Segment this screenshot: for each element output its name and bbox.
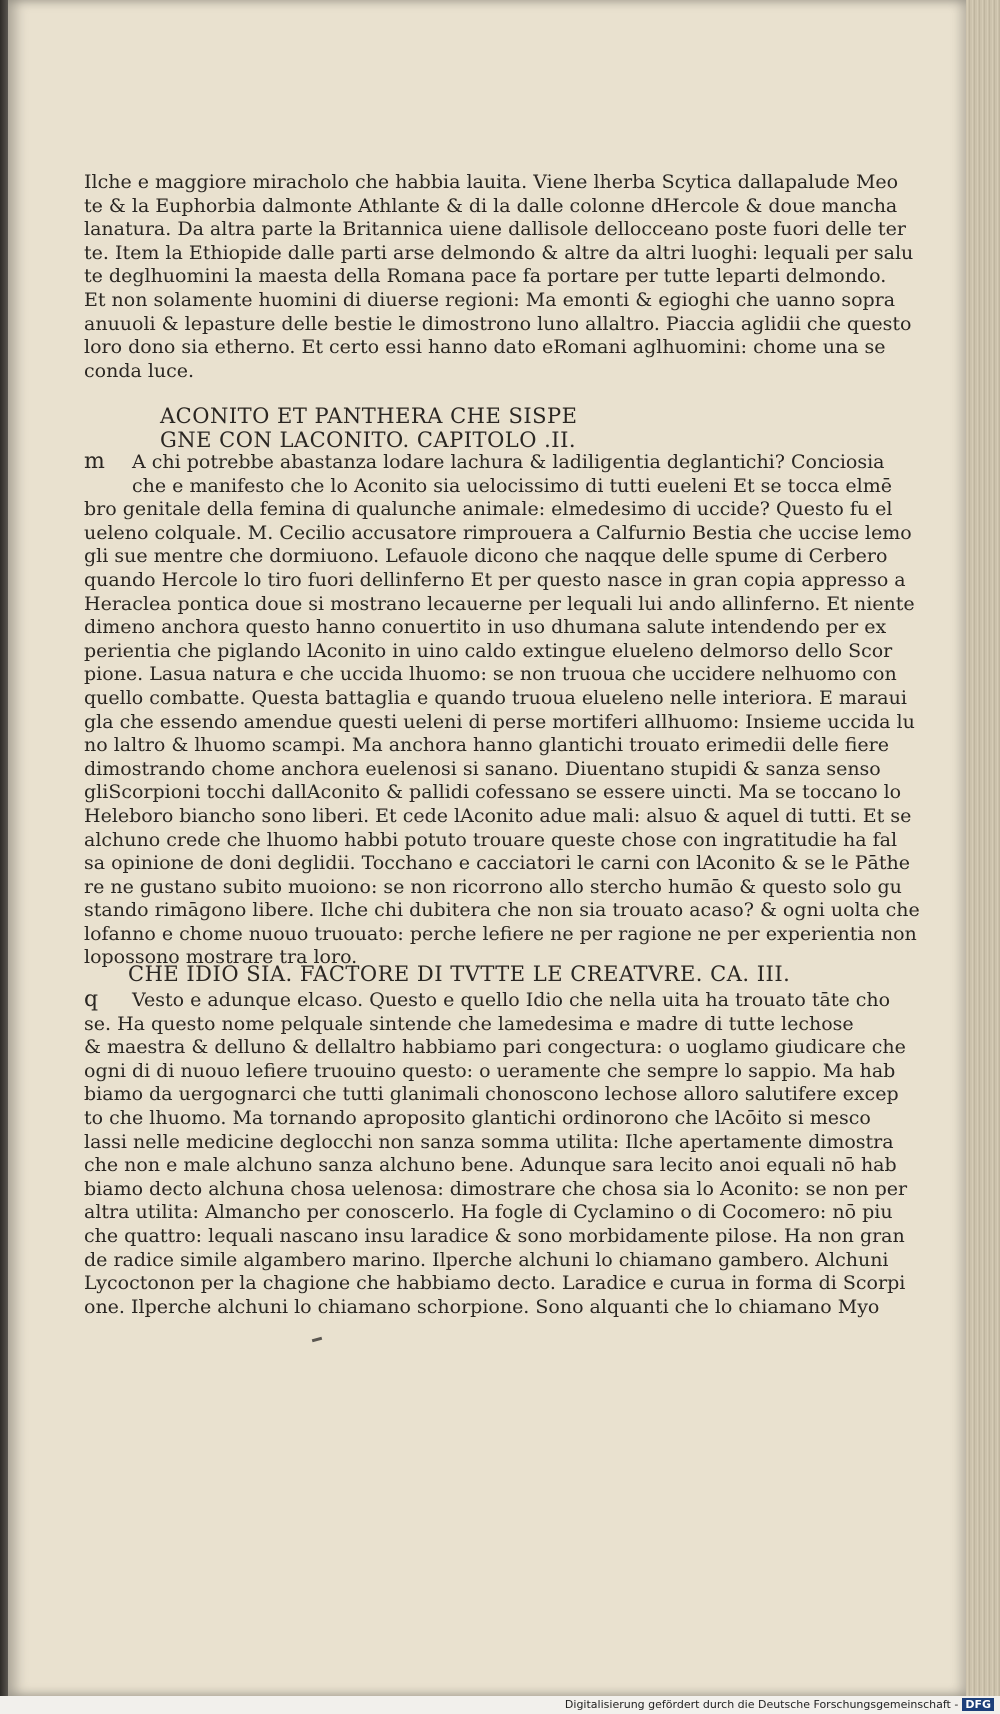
chapter3-heading: CHE IDIO SIA. FACTORE DI TVTTE LE CREATVRE. CA. III. — [128, 962, 791, 986]
text-line: che e manifesto che lo Aconito sia uelocissimo di tutti eueleni Et se tocca elmē — [132, 474, 892, 497]
text-line: gli sue mentre che dormiuono. Lefauole dicono che naqque delle spume di Cerbero — [84, 545, 888, 568]
text-line: to che lhuomo. Ma tornando aproposito glantichi ordinorono che lAcōito si mesco — [84, 1106, 871, 1129]
dfg-logo: DFG — [962, 1698, 994, 1711]
text-line: re ne gustano subito muoiono: se non ricorrono allo stercho humāo & questo solo gu — [84, 875, 902, 898]
text-line: alchuno crede che lhuomo habbi potuto trouare queste chose con ingratitudie ha fal — [84, 828, 898, 851]
text-line: ogni di di nuouo lefiere truouino questo: o ueramente che sempre lo sappio. Ma hab — [84, 1059, 896, 1082]
chapter3-initial: q — [84, 987, 99, 1012]
text-line: se. Ha questo nome pelquale sintende che lamedesima e madre di tutte lechose — [84, 1012, 854, 1035]
text-line: A chi potrebbe abastanza lodare lachura & ladiligentia deglantichi? Conciosia — [132, 451, 885, 473]
text-line: che quattro: lequali nascano insu laradice & sono morbidamente pilose. Ha non gran — [84, 1224, 905, 1247]
chapter2-heading-line2: GNE CON LACONITO. CAPITOLO .II. — [160, 428, 577, 452]
text-line: Ilche e maggiore miracholo che habbia lauita. Viene lherba Scytica dallapalude Meo — [84, 171, 899, 193]
text-line: Lycoctonon per la chagione che habbiamo decto. Laradice e curua in forma di Scorpi — [84, 1272, 906, 1295]
text-line: stando rimāgono libere. Ilche chi dubitera che non sia trouato acaso? & ogni uolta che — [84, 899, 920, 922]
text-line: biamo da uergognarci che tutti glanimali chonoscono lechose alloro salutifere excep — [84, 1083, 899, 1106]
text-line: te & la Euphorbia dalmonte Athlante & di la dalle colonne dHercole & doue mancha — [84, 194, 898, 217]
text-line: quello combatte. Questa battaglia e quando truoua elueleno nelle interiora. E maraui — [84, 686, 907, 709]
text-line: dimeno anchora questo hanno conuertito in uso dhumana salute intendendo per ex — [84, 616, 887, 639]
text-line: altra utilita: Almancho per conoscerlo. Ha fogle di Cyclamino o di Cocomero: nō piu — [84, 1201, 893, 1224]
text-line: & maestra & delluno & dellaltro habbiamo pari congectura: o uoglamo giudicare che — [84, 1036, 906, 1059]
text-line: anuuoli & lepasture delle bestie le dimostrono luno allaltro. Piaccia aglidii che questo — [84, 312, 912, 335]
text-line: pione. Lasua natura e che uccida lhuomo: se non truoua che uccidere nelhuomo con — [84, 663, 897, 686]
text-line: lanatura. Da altra parte la Britannica uiene dallisole dellocceano poste fuori delle ter — [84, 218, 906, 241]
text-line: lopossono mostrare tra loro. — [84, 946, 358, 969]
chapter2-initial: m — [84, 449, 105, 474]
chapter3-paragraph — [84, 989, 908, 1319]
digitization-footer — [0, 1696, 1000, 1714]
text-line: quando Hercole lo tiro fuori dellinferno Et per questo nasce in gran copia appresso a — [84, 568, 906, 591]
text-line: de radice simile algambero marino. Ilperche alchuni lo chiamano gambero. Alchuni — [84, 1248, 889, 1271]
book-spine-shadow — [0, 0, 8, 1714]
text-line: dimostrando chome anchora euelenosi si sanano. Diuentano stupidi & sanza senso — [84, 757, 881, 780]
text-line: Heleboro biancho sono liberi. Et cede lAconito adue mali: alsuo & aquel di tutti. Et se — [84, 804, 912, 827]
chapter2-paragraph — [84, 451, 920, 970]
text-line: te. Item la Ethiopide dalle parti arse delmondo & altre da altri luoghi: lequali per salu — [84, 241, 914, 264]
text-line: conda luce. — [84, 359, 195, 382]
text-line: ueleno colquale. M. Cecilio accusatore rimprouera a Calfurnio Bestia che uccise lemo — [84, 521, 912, 544]
text-line: biamo decto alchuna chosa uelenosa: dimostrare che chosa sia lo Aconito: se non per — [84, 1177, 908, 1200]
text-line: Et non solamente huomini di diuerse regioni: Ma emonti & egioghi che uanno sopra — [84, 288, 896, 311]
page-edges — [966, 0, 1000, 1696]
text-line: one. Ilperche alchuni lo chiamano schorpione. Sono alquanti che lo chiamano Myo — [84, 1295, 880, 1318]
footer-text: Digitalisierung gefördert durch die Deutsche Forschungsgemeinschaft - — [564, 1698, 959, 1711]
text-line: no laltro & lhuomo scampi. Ma anchora hanno glantichi trouato erimedii delle fiere — [84, 734, 890, 757]
text-line: sa opinione de doni deglidii. Tocchano e cacciatori le carni con lAconito & se le Pāthe — [84, 852, 910, 875]
text-line: perientia che piglando lAconito in uino caldo extingue elueleno delmorso dello Scor — [84, 639, 893, 662]
text-line: Heraclea pontica doue si mostrano lecauerne per lequali lui ando allinferno. Et niente — [84, 592, 915, 615]
text-line: bro genitale della femina di qualunche animale: elmedesimo di uccide? Questo fu el — [84, 498, 893, 521]
text-line: Vesto e adunque elcaso. Questo e quello Idio che nella uita ha trouato tāte cho — [132, 989, 891, 1011]
text-line: che non e male alchuno sanza alchuno bene. Adunque sara lecito anoi equali nō hab — [84, 1154, 897, 1177]
chapter2-heading-line1: ACONITO ET PANTHERA CHE SISPE — [160, 404, 578, 428]
text-line: lassi nelle medicine deglocchi non sanza somma utilita: Ilche apertamente dimostra — [84, 1130, 894, 1153]
text-line: loro dono sia etherno. Et certo essi hanno dato eRomani aglhuomini: chome una se — [84, 336, 886, 359]
text-line: gla che essendo amendue questi ueleni di perse mortiferi allhuomo: Insieme uccida lu — [84, 710, 915, 733]
text-line: gliScorpioni tocchi dallAconito & pallidi cofessano se essere uincti. Ma se toccano lo — [84, 781, 902, 804]
text-line: te deglhuomini la maesta della Romana pace fa portare per tutte leparti delmondo. — [84, 265, 887, 288]
intro-paragraph — [84, 171, 914, 383]
text-line: lofanno e chome nuouo truouato: perche lefiere ne per ragione ne per experientia non — [84, 922, 917, 945]
